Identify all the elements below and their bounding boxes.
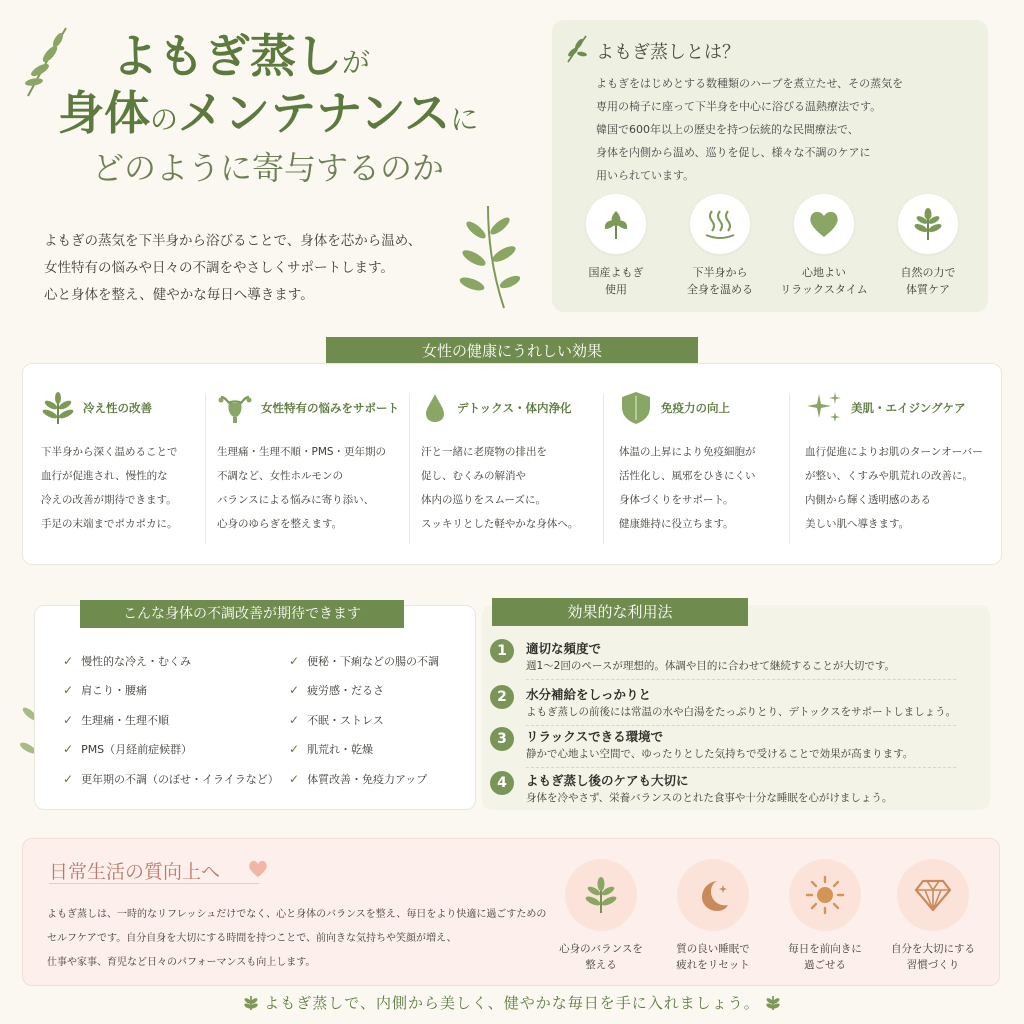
divider — [603, 394, 604, 544]
about-panel — [552, 20, 988, 312]
daily-panel — [22, 838, 1000, 986]
sprig-icon — [243, 993, 259, 1011]
effect-line: 下半身から深く温めることで — [41, 446, 178, 458]
step-number: 4 — [490, 771, 514, 795]
check-icon: ✓ — [63, 771, 74, 786]
check-icon: ✓ — [63, 742, 74, 757]
check-icon: ✓ — [289, 653, 300, 668]
effect-line: 汗と一緒に老廃物の排出を — [421, 446, 547, 458]
about-line: よもぎをはじめとする数種類のハーブを煮立たせ、その蒸気を — [596, 77, 904, 90]
check-icon: ✓ — [289, 712, 300, 727]
benefit-label: 質の良い睡眠で — [676, 943, 750, 955]
leaf-icon — [586, 194, 646, 254]
divider — [526, 679, 956, 680]
title-text: メンテナンス — [178, 85, 451, 140]
diamond-icon — [897, 859, 969, 931]
leaf-icon — [41, 391, 75, 425]
step-desc: 静かで心地よい空間で、ゆったりとした気持ちで受けることで効果が高まります。 — [526, 748, 914, 760]
step-desc: 週1～2回のペースが理想的。体調や目的に合わせて継続することが大切です。 — [526, 660, 895, 672]
daily-benefit — [549, 859, 653, 973]
daily-body — [47, 903, 567, 975]
condition-label: 生理痛・生理不順 — [81, 713, 170, 727]
usage-step — [490, 639, 980, 683]
feature-label: 自然の力で — [900, 266, 956, 279]
condition-item — [63, 676, 279, 706]
feature-label: 使用 — [605, 283, 627, 296]
step-number: 2 — [490, 685, 514, 709]
check-icon: ✓ — [63, 683, 74, 698]
condition-item — [289, 764, 439, 794]
daily-line: よもぎ蒸しは、一時的なリフレッシュだけでなく、心と身体のバランスを整え、毎日をより快適に過ごすための — [47, 909, 547, 920]
divider — [789, 394, 790, 544]
benefit-label: 自分を大切にする — [891, 943, 975, 955]
conditions-left — [63, 646, 279, 794]
sun-icon — [789, 859, 861, 931]
benefit-label: 毎日を前向きに — [788, 943, 862, 955]
effect-line: 促し、むくみの解消や — [421, 470, 526, 482]
effect-line: 生理痛・生理不順・PMS・更年期の — [217, 446, 387, 458]
condition-item — [289, 705, 439, 735]
benefit-label: 疲れをリセット — [676, 959, 750, 971]
divider — [409, 394, 410, 544]
effect-line: 手足の末端までポカポカに。 — [41, 518, 178, 530]
title-line — [40, 87, 540, 140]
condition-item — [63, 764, 279, 794]
effect-line: 心身のゆらぎを整えます。 — [217, 518, 343, 530]
step-desc: 身体を冷やさず、栄養バランスのとれた食事や十分な睡眠を心がけましょう。 — [526, 792, 893, 804]
title-line — [40, 30, 540, 83]
condition-item — [63, 705, 279, 735]
condition-item — [289, 646, 439, 676]
benefit-label: 習慣づくり — [906, 959, 960, 971]
daily-benefit — [773, 859, 877, 973]
effect-title: 免疫力の向上 — [661, 401, 730, 415]
divider — [49, 883, 259, 884]
heart-icon — [794, 194, 854, 254]
divider — [526, 725, 956, 726]
condition-item — [289, 676, 439, 706]
check-icon: ✓ — [63, 653, 74, 668]
check-icon: ✓ — [289, 683, 300, 698]
effect-line: 冷えの改善が期待できます。 — [41, 494, 177, 506]
effect-line: が整い、くすみや肌荒れの改善に。 — [805, 470, 973, 482]
footer-text: よもぎ蒸しで、内側から美しく、健やかな毎日を手に入れましょう。 — [264, 994, 760, 1012]
effect-card — [805, 388, 999, 548]
effect-title: 女性特有の悩みをサポート — [261, 401, 399, 415]
effect-card — [217, 388, 411, 548]
feature-label: 全身を温める — [687, 283, 753, 296]
effect-line: 美しい肌へ導きます。 — [805, 518, 910, 530]
intro-text — [44, 228, 474, 309]
about-feature — [880, 194, 976, 298]
about-feature — [568, 194, 664, 298]
condition-label: 不眠・ストレス — [307, 713, 384, 727]
check-icon: ✓ — [289, 771, 300, 786]
step-title: リラックスできる環境で — [526, 729, 664, 744]
divider — [526, 767, 956, 768]
title-text: 身体 — [58, 85, 150, 140]
title-particle: の — [150, 102, 179, 136]
daily-title: 日常生活の質向上へ — [49, 861, 221, 883]
about-title: よもぎ蒸しとは？ — [596, 42, 740, 63]
shield-icon — [619, 390, 653, 426]
effect-title: 美肌・エイジングケア — [851, 401, 966, 415]
steam-icon — [690, 194, 750, 254]
usage-panel — [482, 605, 990, 810]
feature-label: 体質ケア — [906, 283, 950, 296]
effects-ribbon: 女性の健康にうれしい効果 — [326, 337, 698, 365]
about-line: 専用の椅子に座って下半身を中心に浴びる温熱療法です。 — [596, 100, 882, 113]
footer-message — [0, 992, 1024, 1013]
divider — [205, 394, 206, 544]
usage-step — [490, 727, 980, 771]
title-text: よもぎ蒸し — [112, 29, 342, 83]
effect-line: 活性化し、風邪をひきにくい — [619, 470, 756, 482]
leaf-icon — [565, 859, 637, 931]
effect-line: 体温の上昇により免疫細胞が — [619, 446, 756, 458]
title-particle: に — [450, 102, 479, 136]
conditions-ribbon: こんな身体の不調改善が期待できます — [80, 600, 404, 628]
condition-item — [289, 735, 439, 765]
about-line: 韓国で600年以上の歴史を持つ伝統的な民間療法で、 — [596, 123, 859, 136]
intro-line: よもぎの蒸気を下半身から浴びることで、身体を芯から温め、 — [44, 233, 422, 249]
droplet-icon — [421, 391, 449, 425]
effect-title: 冷え性の改善 — [83, 401, 152, 415]
condition-label: 疲労感・だるさ — [307, 684, 385, 698]
effect-line: 健康維持に役立ちます。 — [619, 518, 734, 530]
sprig-icon — [564, 34, 590, 64]
effect-line: 内側から輝く透明感のある — [805, 494, 931, 506]
herb-icon — [898, 194, 958, 254]
page-title — [40, 30, 540, 187]
effect-line: 体内の巡りをスムーズに。 — [421, 494, 546, 506]
condition-label: PMS（月経前症候群） — [81, 743, 193, 757]
conditions-right — [289, 646, 439, 794]
intro-line: 女性特有の悩みや日々の不調をやさしくサポートします。 — [44, 260, 394, 276]
step-title: 適切な頻度で — [526, 641, 602, 656]
condition-label: 便秘・下痢などの腸の不調 — [307, 654, 440, 668]
condition-label: 肩こり・腰痛 — [81, 684, 148, 698]
benefit-label: 心身のバランスを — [559, 943, 643, 955]
usage-ribbon: 効果的な利用法 — [492, 598, 748, 626]
step-number: 1 — [490, 639, 514, 663]
feature-label: 下半身から — [692, 266, 748, 279]
daily-benefit — [881, 859, 985, 973]
benefit-label: 整える — [585, 959, 617, 971]
feature-label: 国産よもぎ — [588, 266, 644, 279]
check-icon: ✓ — [289, 742, 300, 757]
daily-line: セルフケアです。自分自身を大切にする時間を持つことで、前向きな気持ちや笑顔が増え、 — [47, 933, 457, 944]
title-subline: どのように寄与するのか — [92, 148, 445, 187]
effect-card — [619, 388, 813, 548]
condition-label: 肌荒れ・乾燥 — [307, 743, 374, 757]
intro-line: 心と身体を整え、健やかな毎日へ導きます。 — [44, 287, 314, 303]
sprig-icon — [765, 993, 781, 1011]
condition-label: 体質改善・免疫力アップ — [307, 772, 428, 786]
effect-line: 身体づくりをサポート。 — [619, 494, 734, 506]
moon-icon — [677, 859, 749, 931]
about-feature — [776, 194, 872, 298]
step-title: よもぎ蒸し後のケアも大切に — [526, 773, 689, 788]
title-particle: が — [342, 46, 371, 79]
daily-line: 仕事や家事、育児など日々のパフォーマンスも向上します。 — [47, 957, 316, 968]
daily-benefit — [661, 859, 765, 973]
uterus-icon — [217, 391, 253, 425]
usage-step — [490, 771, 980, 815]
condition-item — [63, 646, 279, 676]
about-line: 身体を内側から温め、巡りを促し、様々な不調のケアに — [596, 146, 871, 159]
effect-card — [421, 388, 615, 548]
effect-line: スッキリとした軽やかな身体へ。 — [421, 518, 579, 530]
benefit-label: 過ごせる — [804, 959, 846, 971]
step-title: 水分補給をしっかりと — [526, 687, 652, 702]
condition-label: 慢性的な冷え・むくみ — [81, 654, 192, 668]
effect-line: 血行が促進され、慢性的な — [41, 470, 168, 482]
about-feature — [672, 194, 768, 298]
sparkle-icon — [805, 390, 843, 426]
feature-label: リラックスタイム — [780, 283, 868, 296]
effect-line: バランスによる悩みに寄り添い、 — [217, 494, 375, 506]
heart-icon — [247, 859, 269, 879]
feature-label: 心地よい — [802, 266, 846, 279]
conditions-panel — [34, 605, 476, 810]
condition-item — [63, 735, 279, 765]
condition-label: 更年期の不調（のぼせ・イライラなど） — [81, 772, 279, 786]
effect-title: デトックス・体内浄化 — [457, 401, 572, 415]
about-body — [596, 72, 976, 187]
step-number: 3 — [490, 727, 514, 751]
usage-step — [490, 685, 980, 729]
effect-line: 血行促進によりお肌のターンオーバー — [805, 446, 983, 458]
check-icon: ✓ — [63, 712, 74, 727]
effects-panel — [22, 363, 1002, 565]
step-desc: よもぎ蒸しの前後には常温の水や白湯をたっぷりとり、デトックスをサポートしましょう。 — [526, 706, 957, 718]
about-line: 用いられています。 — [596, 169, 695, 182]
effect-line: 不調など、女性ホルモンの — [217, 470, 343, 482]
